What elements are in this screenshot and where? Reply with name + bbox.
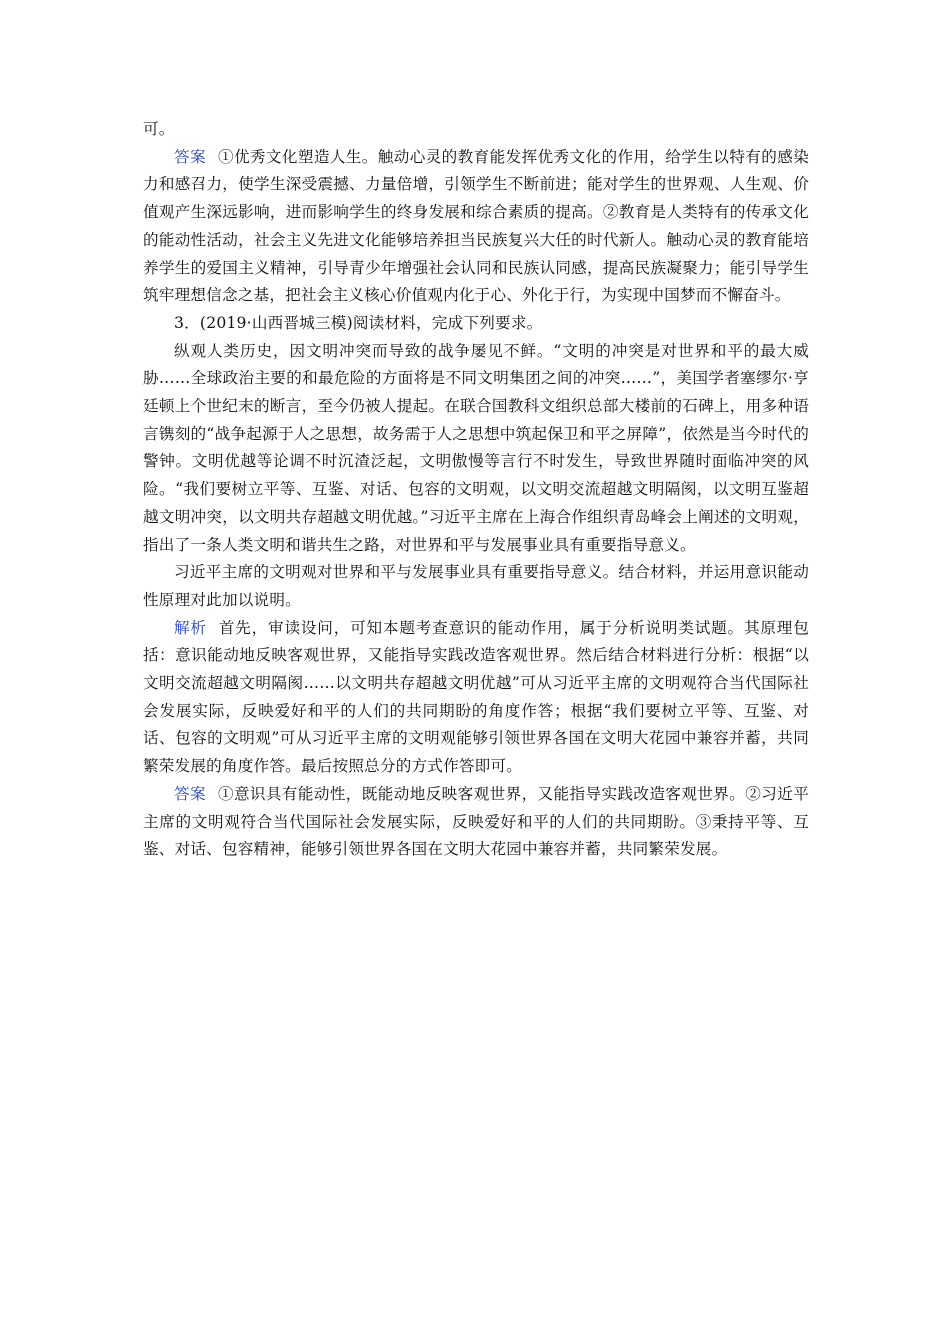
answer-paragraph-1 xyxy=(143,144,809,310)
answer-label: 答案 xyxy=(174,147,206,166)
analysis-text: 首先，审读设问，可知本题考查意识的能动作用，属于分析说明类试题。其原理包括：意识能动地反映客观世界，又能指导实践改造客观世界。然后结合材料进行分析：根据“以文明交流超越文明隔阂……以文明共存超越文明优越”可从习近平主席的文明观符合当代国际社会发展实际，反映爱好和平的人们的共同期盼的角度作答；根据“我们要树立平等、互鉴、对话、包容的文明观”可从习近平主席的文明观能够引领世界各国在文明大花园中兼容并蓄，共同繁荣发展的角度作答。最后按照总分的方式作答即可。 xyxy=(143,618,809,776)
question-3-material: 纵观人类历史，因文明冲突而导致的战争屡见不鲜。“文明的冲突是对世界和平的最大威胁……全球政治主要的和最危险的方面将是不同文明集团之间的冲突……”，美国学者塞缪尔·亨廷顿上个世纪末的断言，至今仍被人提起。在联合国教科文组织总部大楼前的石碑上，用多种语言镌刻的“战争起源于人之思想，故务需于人之思想中筑起保卫和平之屏障”，依然是当今时代的警钟。文明优越等论调不时沉渣泛起，文明傲慢等言行不时发生，导致世界随时面临冲突的风险。“我们要树立平等、互鉴、对话、包容的文明观，以文明交流超越文明隔阂，以文明互鉴超越文明冲突，以文明共存超越文明优越。”习近平主席在上海合作组织青岛峰会上阐述的文明观，指出了一条人类文明和谐共生之路，对世界和平与发展事业具有重要指导意义。 xyxy=(143,341,809,554)
document-page xyxy=(143,116,809,864)
answer-text: ①优秀文化塑造人生。触动心灵的教育能发挥优秀文化的作用，给学生以特有的感染力和感召力，使学生深受震撼、力量倍增，引领学生不断前进；能对学生的世界观、人生观、价值观产生深远影响，进而影响学生的终身发展和综合素质的提高。②教育是人类特有的传承文化的能动性活动，社会主义先进文化能够培养担当民族复兴大任的时代新人。触动心灵的教育能培养学生的爱国主义精神，引导青少年增强社会认同和民族认同感，提高民族凝聚力；能引导学生筑牢理想信念之基，把社会主义核心价值观内化于心、外化于行，为实现中国梦而不懈奋斗。 xyxy=(143,147,809,305)
analysis-paragraph xyxy=(143,615,809,781)
question-3-prompt: 习近平主席的文明观对世界和平与发展事业具有重要指导意义。结合材料，并运用意识能动性原理对此加以说明。 xyxy=(143,563,809,609)
analysis-label: 解析 xyxy=(174,618,207,637)
answer-label: 答案 xyxy=(174,784,206,803)
question-3-heading: 3．(2019·山西晋城三模)阅读材料，完成下列要求。 xyxy=(174,313,543,332)
answer-text: ①意识具有能动性，既能动地反映客观世界，又能指导实践改造客观世界。②习近平主席的文明观符合当代国际社会发展实际，反映爱好和平的人们的共同期盼。③秉持平等、互鉴、对话、包容精神，能够引领世界各国在文明大花园中兼容并蓄，共同繁荣发展。 xyxy=(143,784,809,859)
continuation-text: 可。 xyxy=(143,120,175,138)
answer-paragraph-2 xyxy=(143,781,809,864)
